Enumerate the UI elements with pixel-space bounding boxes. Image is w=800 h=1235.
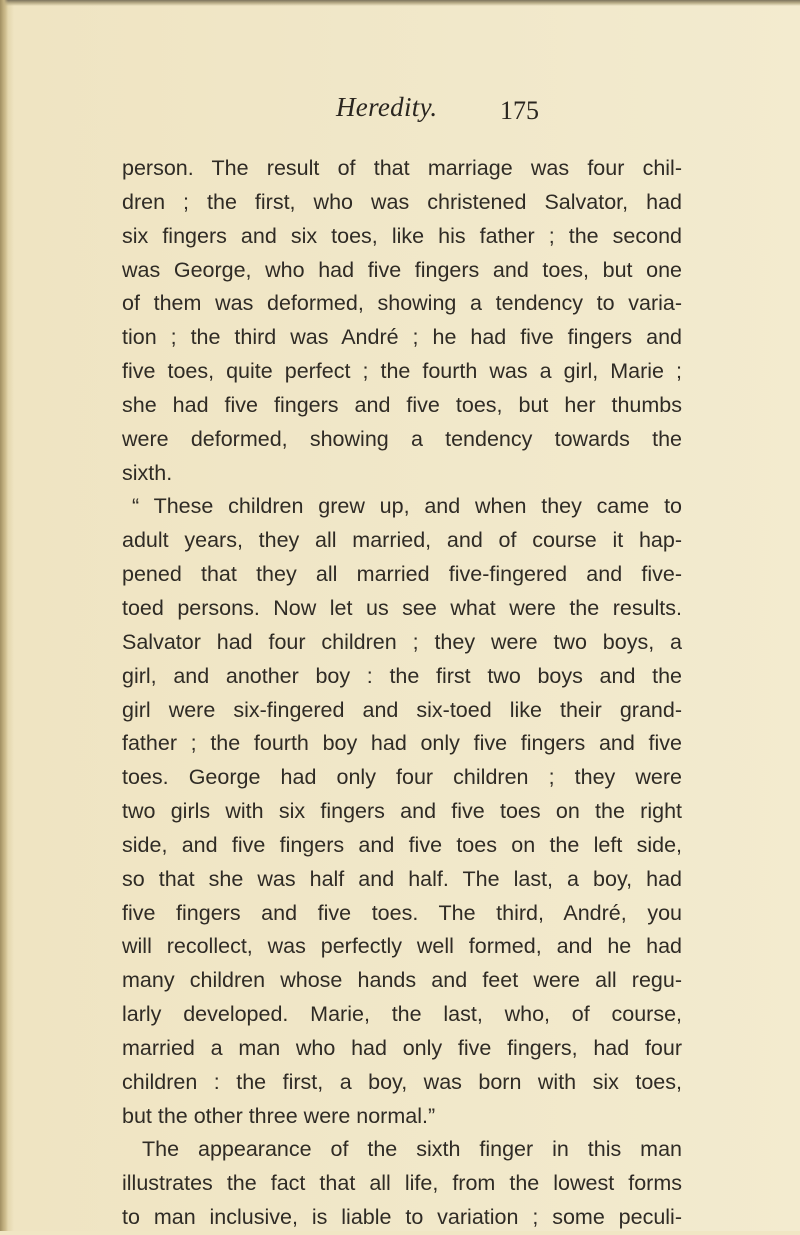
text-line: The appearance of the sixth finger in this man <box>142 1137 682 1162</box>
text-line: many children whose hands and feet were all regu- <box>122 968 682 993</box>
text-line: five fingers and five toes. The third, André, you <box>122 900 682 925</box>
page-top-edge <box>0 0 800 6</box>
text-line: side, and five fingers and five toes on the left side, <box>122 832 682 857</box>
text-line: toes. George had only four children ; they were <box>122 765 682 790</box>
text-line: to man inclusive, is liable to variation ; some peculi- <box>122 1205 682 1230</box>
text-line: Salvator had four children ; they were two boys, a <box>122 629 682 654</box>
text-line: adult years, they all married, and of course it hap- <box>122 528 682 553</box>
text-line: married a man who had only five fingers, had four <box>122 1035 682 1060</box>
running-head-title: Heredity. <box>336 92 438 122</box>
text-line: tion ; the third was André ; he had five fingers and <box>122 325 682 350</box>
text-line: was George, who had five fingers and toes, but one <box>122 257 682 282</box>
text-line: “ These children grew up, and when they came to <box>132 494 682 519</box>
text-line: illustrates the fact that all life, from the lowest forms <box>122 1171 682 1196</box>
text-line: father ; the fourth boy had only five fingers and five <box>122 731 682 756</box>
text-line: will recollect, was perfectly well formed, and he had <box>122 934 682 959</box>
text-line: larly developed. Marie, the last, who, of course, <box>122 1002 682 1027</box>
running-head <box>0 92 800 132</box>
text-line: children : the first, a boy, was born with six toes, <box>122 1069 682 1094</box>
text-line: were deformed, showing a tendency towards the <box>122 426 682 451</box>
text-line: girl were six-fingered and six-toed like their grand- <box>122 697 682 722</box>
body-text <box>122 152 682 1235</box>
text-line: six fingers and six toes, like his father ; the second <box>122 223 682 248</box>
text-line: she had five fingers and five toes, but her thumbs <box>122 392 682 417</box>
text-line: pened that they all married five-fingered and five- <box>122 562 682 587</box>
text-line: sixth. <box>122 460 173 485</box>
text-line: of them was deformed, showing a tendency to varia- <box>122 291 682 316</box>
text-line: two girls with six fingers and five toes on the right <box>122 799 682 824</box>
text-line: dren ; the first, who was christened Salvator, had <box>122 189 682 214</box>
text-line: girl, and another boy : the first two boys and the <box>122 663 682 688</box>
page-number: 175 <box>500 96 539 125</box>
page-binding-edge <box>0 0 8 1231</box>
text-line: toed persons. Now let us see what were the results. <box>122 595 682 620</box>
text-line: so that she was half and half. The last, a boy, had <box>122 866 682 891</box>
text-line: person. The result of that marriage was four chil- <box>122 156 682 180</box>
text-line: but the other three were normal.” <box>122 1103 436 1128</box>
text-line: five toes, quite perfect ; the fourth was a girl, Marie ; <box>122 359 682 384</box>
